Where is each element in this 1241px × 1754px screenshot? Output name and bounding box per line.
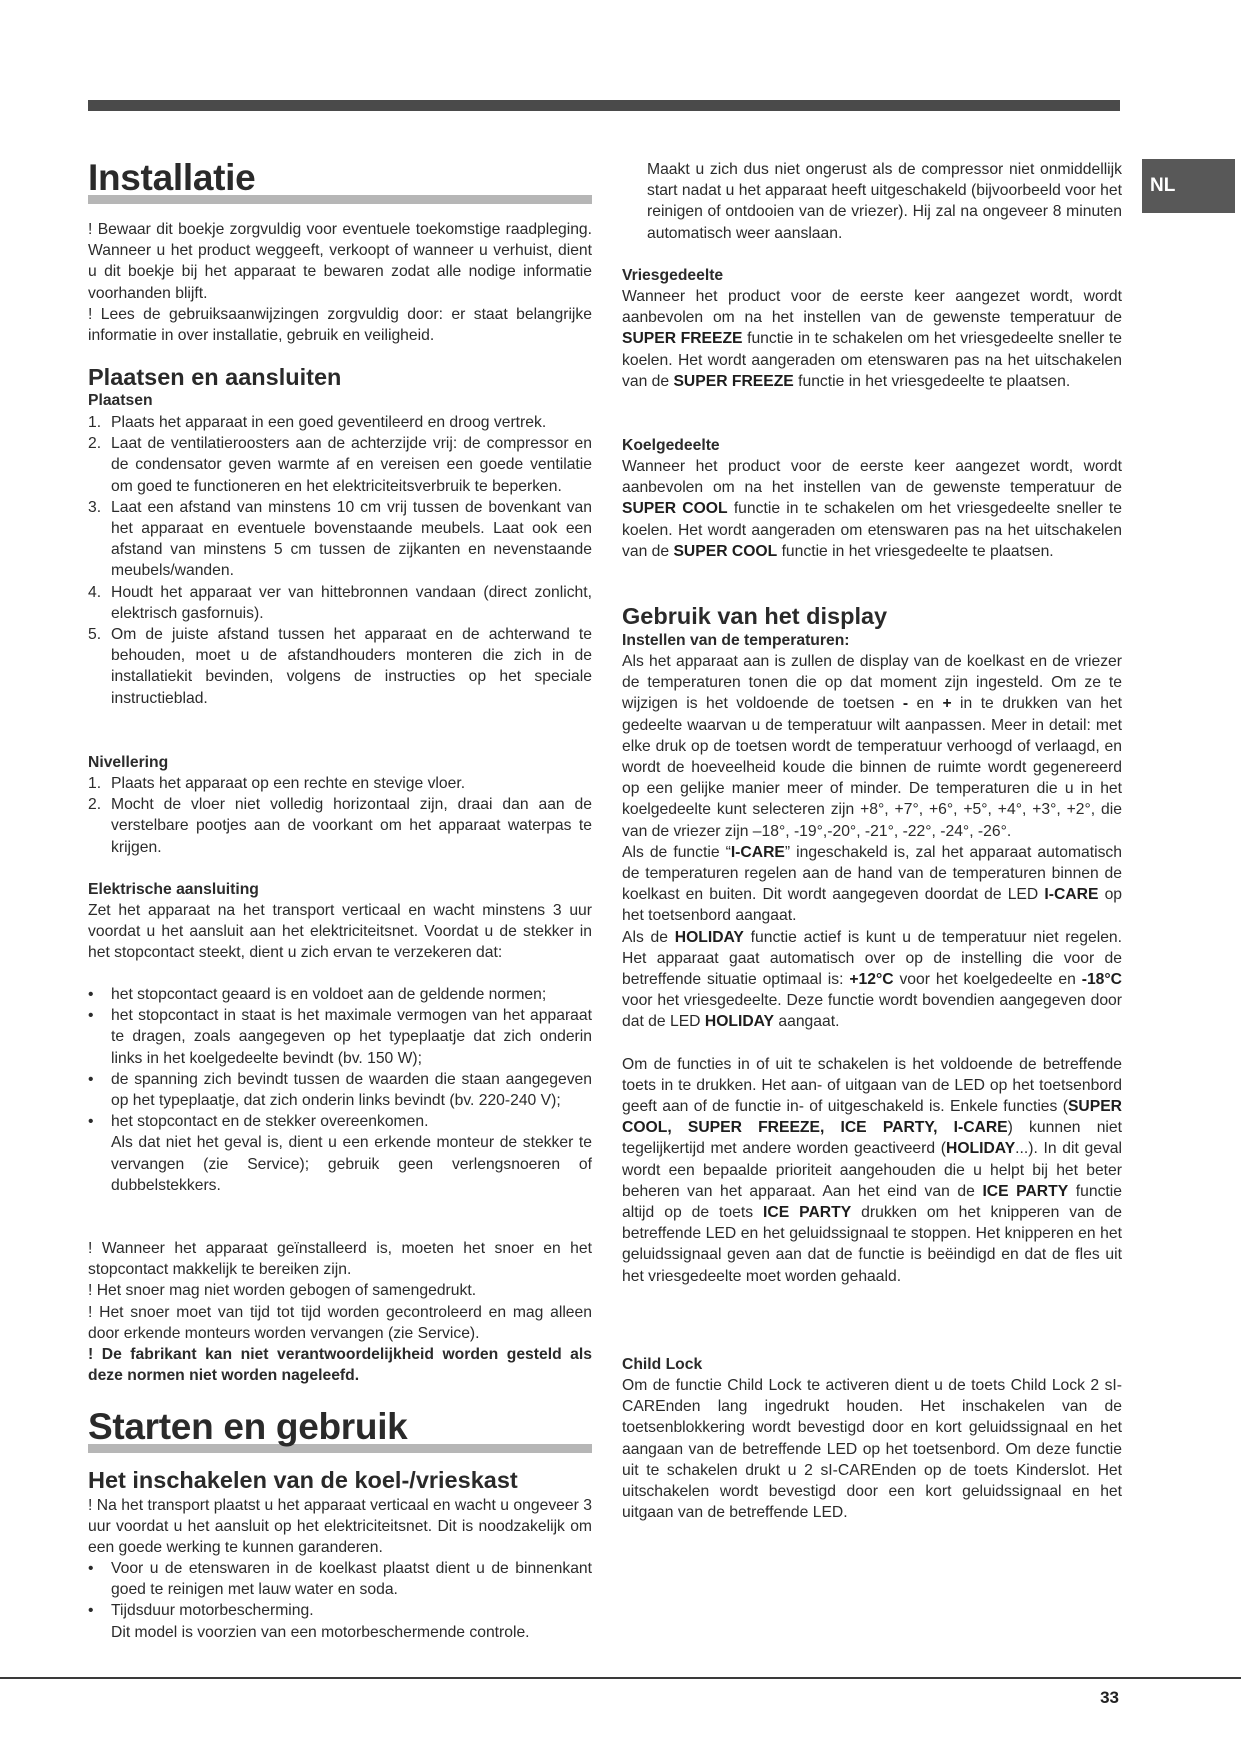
note: ! Het snoer moet van tijd tot tijd worden gecontroleerd en mag alleen door erkende monteurs worden vervangen (zie Service).: [88, 1303, 592, 1342]
list-item: • het stopcontact en de stekker overeenkomen. Als dat niet het geval is, dient u een erkende monteur de stekker te vervangen (zie Service); gebruik geen verlengsnoeren of dubbelstekkers.: [88, 1113, 592, 1194]
subheading-instellen-temperaturen: Instellen van de temperaturen:: [622, 632, 850, 649]
paragraph: Als de HOLIDAY functie actief is kunt u de temperatuur niet regelen. Het apparaat gaat automatisch over op de instelling die voor de betreffende situatie optimaal is: +12°C voor het koelgedeelte en -18°C voor het vriesgedeelte. Deze functie wordt bovendien aangegeven door dat de LED HOLIDAY aangaat.: [622, 928, 1123, 1031]
subheading-plaatsen: Plaatsen: [88, 392, 153, 409]
list-item: • het stopcontact in staat is het maximale vermogen van het apparaat te dragen, zoals aangegeven op het typeplaatje dat zich onderin links in het koelgedeelte bevindt (bv. 150 W);: [88, 1007, 592, 1067]
section-title-installatie: Installatie: [88, 156, 592, 200]
subheading-koelgedeelte: Koelgedeelte: [622, 437, 720, 454]
section-title-starten: Starten en gebruik: [88, 1405, 592, 1449]
list-item: 5. Om de juiste afstand tussen het apparaat en de achterwand te behouden, moet u de afstandhouders monteren die zich in de installatiekit bevinden, volgens de instructies op het speciale instructieblad.: [88, 626, 592, 707]
subheading-nivellering: Nivellering: [88, 754, 169, 771]
list-item: • Voor u de etenswaren in de koelkast plaatst dient u de binnenkant goed te reinigen met lauw water en soda.: [88, 1560, 592, 1599]
list-item: 2. Mocht de vloer niet volledig horizontaal zijn, draai dan aan de verstelbare pootjes aan de voorkant om het apparaat waterpas te krijgen.: [88, 796, 592, 856]
vriesgedeelte-text: Wanneer het product voor de eerste keer aangezet wordt, wordt aanbevolen om na het instellen van de gewenste temperatuur de SUPER FREEZE functie in te schakelen om het vriesgedeelte sneller te koelen. Het wordt aangeraden om etenswaren pas na het uitschakelen van de SUPER FREEZE functie in het vriesgedeelte te plaatsen.: [622, 288, 1123, 390]
intro-note-2: ! Lees de gebruiksaanwijzingen zorgvuldig door: er staat belangrijke informatie in over installatie, gebruik en veiligheid.: [88, 305, 592, 345]
header-rule: [88, 100, 1120, 111]
nivellering-list: [88, 773, 592, 858]
paragraph: Om de functies in of uit te schakelen is het voldoende de betreffende toets in te drukken. Het aan- of uitgaan van de LED op het toetsenbord geeft aan of de functie in- of uitgeschakeld is. Enkele functies (SUPER COOL, SUPER FREEZE, ICE PARTY, I-CARE) kunnen niet tegelijkertijd met andere worden geactiveerd (HOLIDAY...). In dit geval wordt een bepaalde prioriteit aangehouden die u helpt bij het beter beheren van het apparaat. Aan het eind van de ICE PARTY functie altijd op de toets ICE PARTY drukken om het knipperen van de betreffende LED en het geluidssignaal te stoppen. Het knipperen en het geluidssignaal geven aan dat de functie is beëindigd en dat de fles uit het vriesgedeelte moet worden gehaald.: [622, 1055, 1123, 1285]
elektrisch-notes: [88, 1238, 592, 1386]
installatie-intro: [88, 219, 592, 346]
list-item: • het stopcontact geaard is en voldoet aan de geldende normen;: [88, 986, 547, 1003]
list-item: 2. Laat de ventilatieroosters aan de achterzijde vrij: de compressor en de condensator geven warmte af en vereisen een goede ventilatie om goed te functioneren en het elektriciteitsverbruik te beperken.: [88, 435, 592, 495]
child-lock-text: Om de functie Child Lock te activeren dient u de toets Child Lock 2 sI-CAREnden lang ingedrukt houden. Het inschakelen van de toetsenblokkering wordt bevestigd door en kort geluidssignaal en het aangaan van de betreffende LED op het toetsenbord. Om deze functie uit te schakelen drukt u 2 sI-CAREnden op de toets Kinderslot. Het uitschakelen wordt bevestigd door een kort geluidssignaal en het uitgaan van de betreffende LED.: [622, 1377, 1122, 1522]
language-tab: NL: [1142, 159, 1235, 213]
subheading-vriesgedeelte: Vriesgedeelte: [622, 267, 724, 284]
list-item: 1. Plaats het apparaat in een goed geventileerd en droog vertrek.: [88, 414, 547, 431]
starten-text: ! Na het transport plaatst u het apparaat verticaal en wacht u ongeveer 3 uur voordat u het aansluit op het elektriciteitsnet. Dit is noodzakelijk om een goede werking te kunnen garanderen.: [88, 1497, 592, 1557]
list-item: 1. Plaats het apparaat op een rechte en stevige vloer.: [88, 775, 466, 792]
intro-note-1: ! Bewaar dit boekje zorgvuldig voor eventuele toekomstige raadpleging. Wanneer u het product weggeeft, verkoopt of wanneer u verhuist, dient u dit boekje bij het apparaat te bewaren zodat alle nodige informatie voorhanden blijft.: [88, 221, 592, 302]
note: ! Wanneer het apparaat geïnstalleerd is, moeten het snoer en het stopcontact makkelijk te bereiken zijn.: [88, 1240, 592, 1279]
elektrisch-text: Zet het apparaat na het transport verticaal en wacht minstens 3 uur voordat u het aansluit aan het elektriciteitsnet. Voordat u de stekker in het stopcontact steekt, dient u zich ervan te verzekeren dat:: [88, 902, 592, 962]
plaatsen-list: [88, 412, 592, 709]
heading-inschakelen: Het inschakelen van de koel-/vrieskast: [88, 1467, 518, 1493]
note: ! Het snoer mag niet worden gebogen of samengedrukt.: [88, 1282, 477, 1300]
koelgedeelte-text: Wanneer het product voor de eerste keer aangezet wordt, wordt aanbevolen om na het instellen van de gewenste temperatuur de SUPER COOL functie in te schakelen om het vriesgedeelte sneller te koelen. Het wordt aangeraden om etenswaren pas na het uitschakelen van de SUPER COOL functie in het vriesgedeelte te plaatsen.: [622, 458, 1122, 560]
paragraph: Als het apparaat aan is zullen de display van de koelkast en de vriezer de temperaturen tonen die op dat moment zijn ingesteld. Om ze te wijzigen is het voldoende de toetsen - en + in te drukken van het gedeelte waarvan u de temperatuur wilt aanpassen. Meer in detail: met elke druk op de toetsen wordt de temperatuur verhoogd of verlaagd, en wordt de hoeveelheid koude die binnen de ruimte wordt gegenereerd op een gelijke manier meer of minder. De temperaturen die u in het koelgedeelte kunt selecteren zijn +8°, +7°, +6°, +5°, +4°, +3°, +2°, die van de vriezer zijn –18°, -19°,-20°, -21°, -22°, -24°, -26°.: [622, 653, 1122, 840]
list-item: 3. Laat een afstand van minstens 10 cm vrij tussen de bovenkant van het apparaat en eventuele bovenstaande meubels. Laat ook een afstand van minstens 5 cm tussen de zijkanten en nevenstaande meubels/wanden.: [88, 498, 592, 580]
subheading-elektrische-aansluiting: Elektrische aansluiting: [88, 881, 259, 898]
list-item: • Tijdsduur motorbescherming. Dit model is voorzien van een motorbeschermende controle.: [88, 1602, 530, 1641]
heading-gebruik-display: Gebruik van het display: [622, 603, 888, 629]
subheading-child-lock: Child Lock: [622, 1356, 703, 1373]
display-text: [622, 651, 1122, 1287]
paragraph: Als de functie “I-CARE” ingeschakeld is, zal het apparaat automatisch de temperaturen regelen aan de hand van de temperaturen binnen de koelkast en buiten. Dit wordt aangegeven doordat de LED I-CARE op het toetsenbord aangaat.: [622, 843, 1123, 925]
list-item: 4. Houdt het apparaat ver van hittebronnen vandaan (direct zonlicht, elektrisch gasfornuis).: [88, 583, 592, 622]
elektrisch-bullets: [88, 984, 592, 1196]
heading-plaatsen-aansluiten: Plaatsen en aansluiten: [88, 364, 342, 390]
list-item: • de spanning zich bevindt tussen de waarden die staan aangegeven op het typeplaatje, dat zich onderin links bevindt (bv. 220-240 V);: [88, 1070, 592, 1110]
starten-bullets: [88, 1558, 592, 1643]
footer-rule: [0, 1677, 1241, 1679]
page-number: 33: [1100, 1688, 1119, 1707]
compressor-continued: Maakt u zich dus niet ongerust als de compressor niet onmiddellijk start nadat u het apparaat heeft uitgeschakeld (bijvoorbeeld voor het reinigen of ontdooien van de vriezer). Hij zal na ongeveer 8 minuten automatisch weer aanslaan.: [647, 161, 1122, 242]
warning-note: ! De fabrikant kan niet verantwoordelijkheid worden gesteld als deze normen niet worden nageleefd.: [88, 1346, 592, 1385]
